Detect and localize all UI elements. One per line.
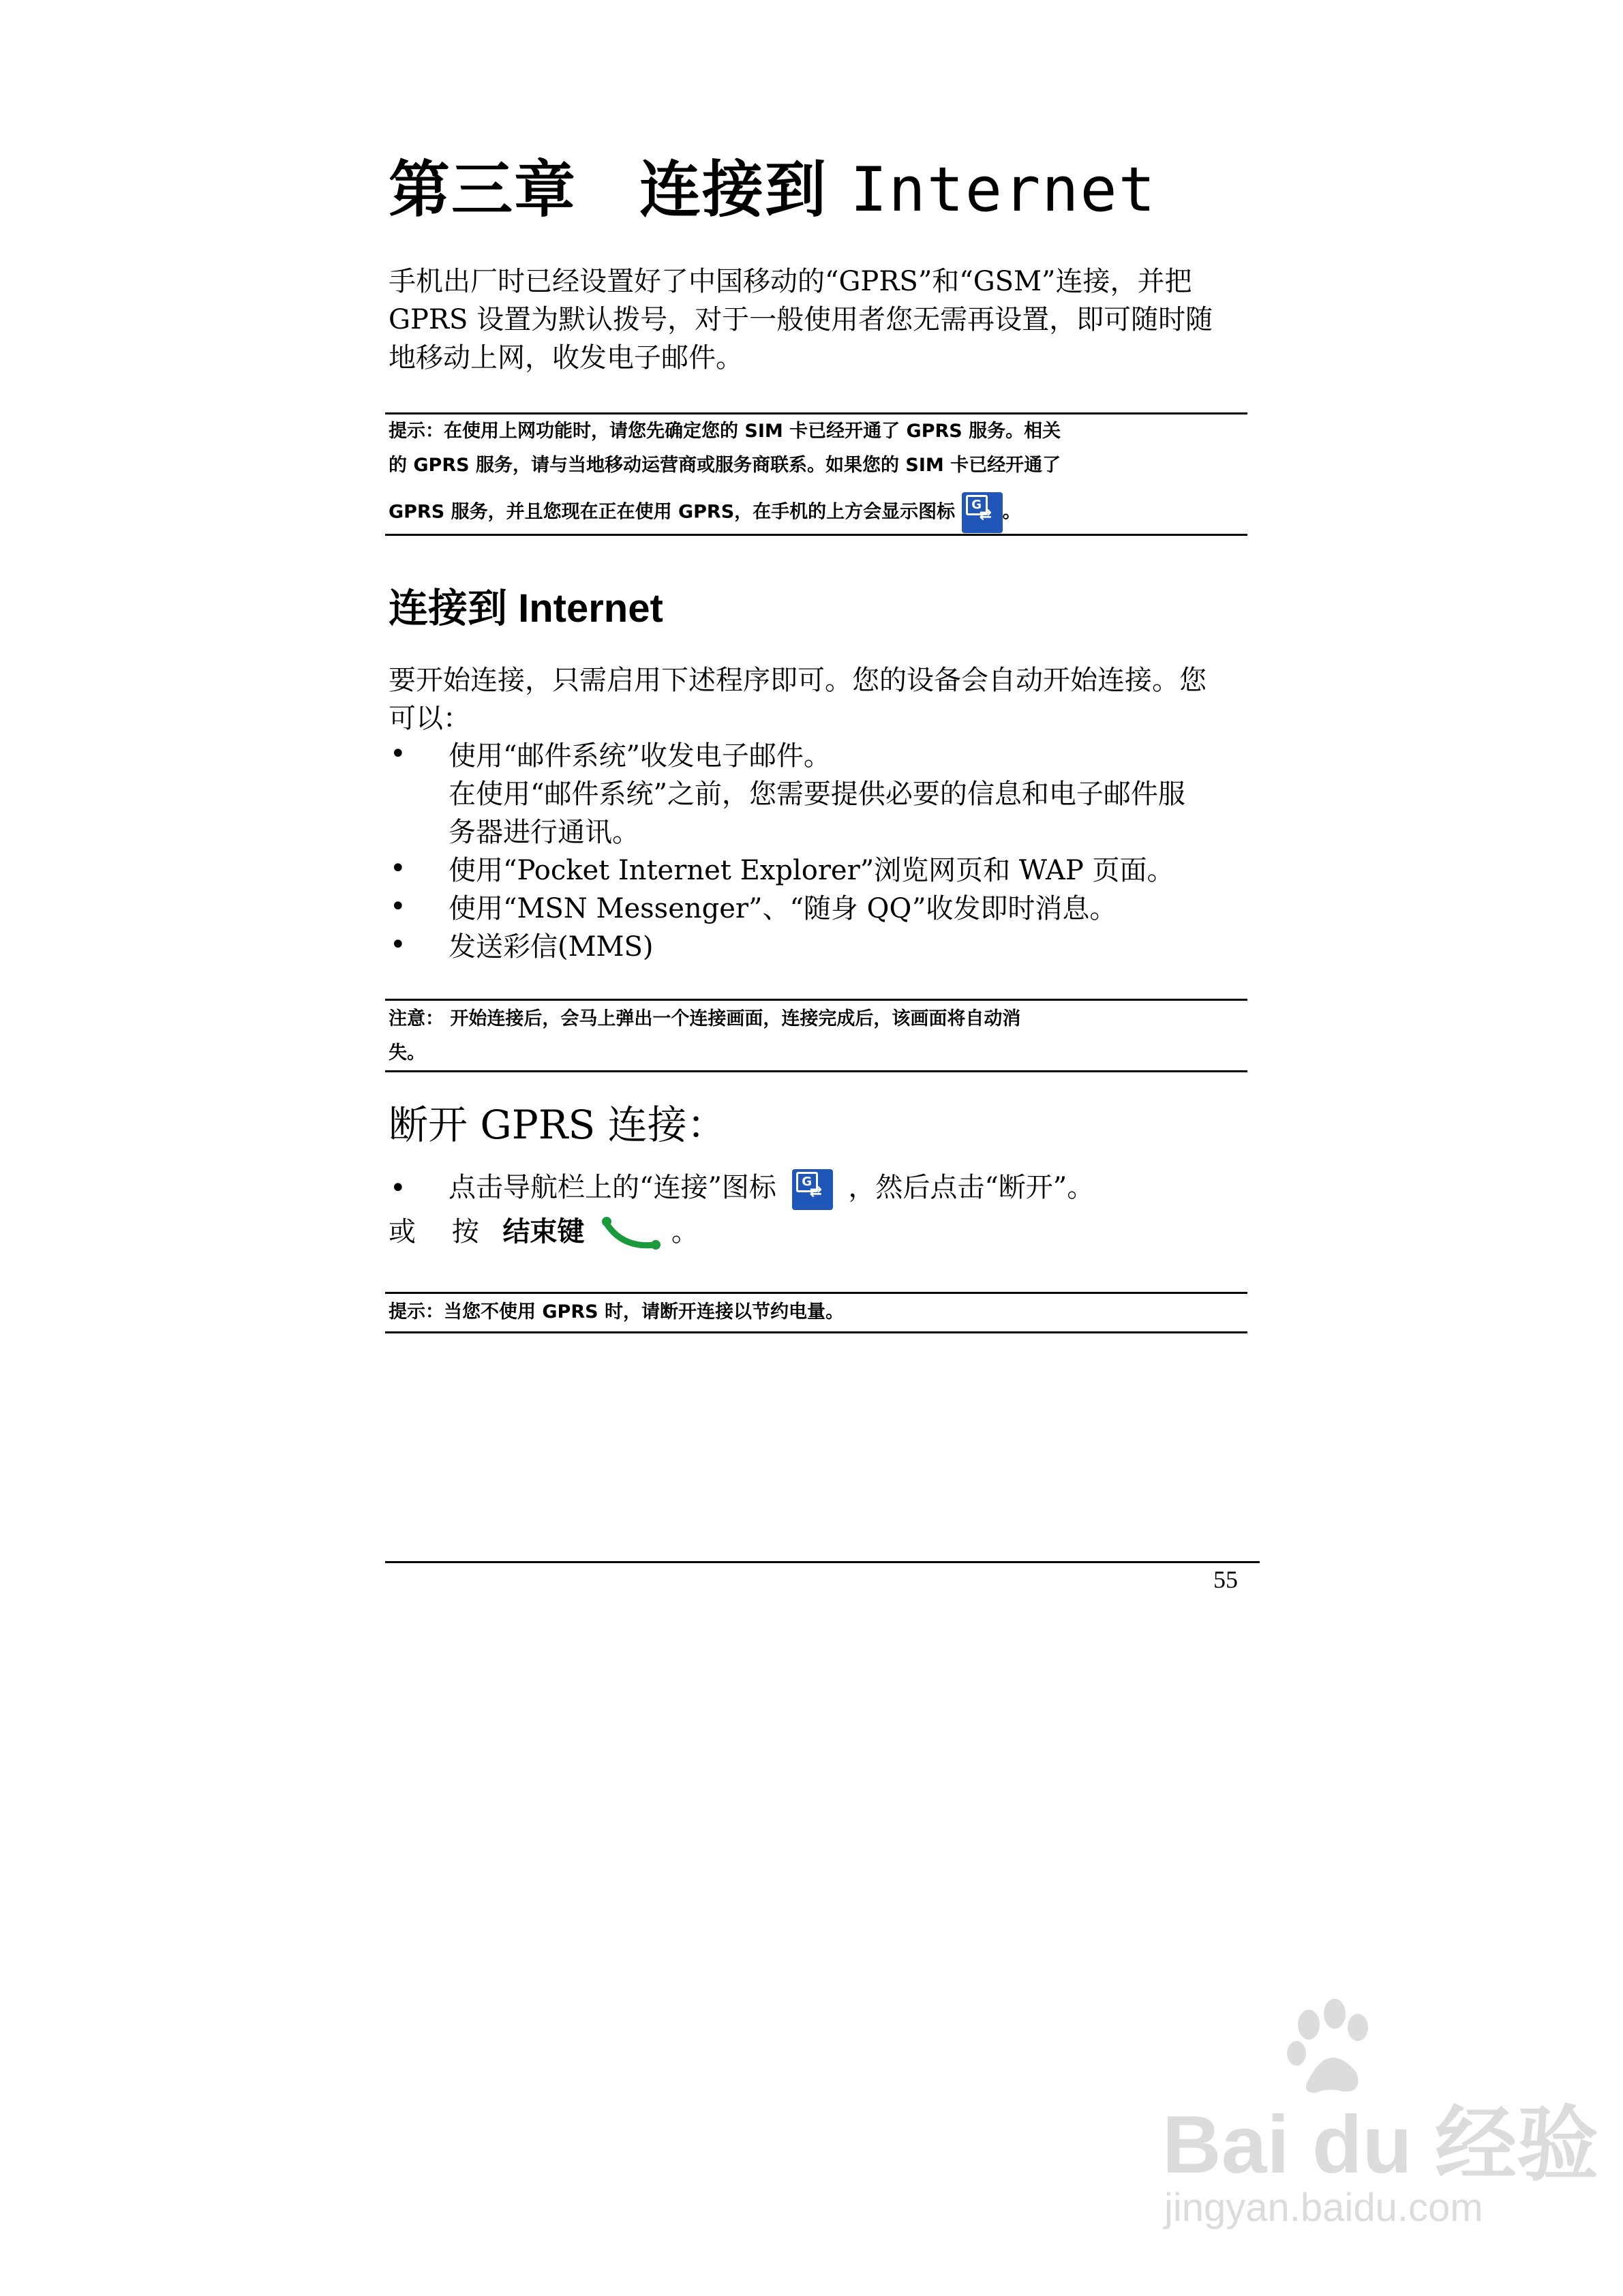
end-call-icon <box>601 1215 663 1253</box>
divider <box>385 1292 1247 1294</box>
bullet-icon: • <box>390 891 406 922</box>
section-heading-disconnect: 断开 GPRS 连接： <box>389 1102 727 1148</box>
connection-icon: G ⇄ <box>792 1169 833 1210</box>
list-item: 发送彩信(MMS) <box>449 931 654 963</box>
tip-box-1: 提示：在使用上网功能时，请您先确定您的 SIM 卡已经开通了 GPRS 服务。相关 的 GPRS 服务，请与当地移动运营商或服务商联系。如果您的 SIM 卡已经开通了 GPRS 服务，并且您现在正在使用 GPRS，在手机的上方会显示图标 G ⇄ 。 <box>389 414 1061 533</box>
watermark-brand: Bai du 经验 <box>1162 2099 1599 2190</box>
divider <box>385 999 1247 1001</box>
disconnect-alt-step: 或 按 结束键 。 <box>389 1210 699 1254</box>
page-number: 55 <box>1213 1566 1238 1593</box>
intro-line: GPRS 设置为默认拨号，对于一般使用者您无需再设置，即可随时随 <box>389 304 1213 335</box>
bullet-icon: • <box>390 738 406 770</box>
intro-line: 地移动上网，收发电子邮件。 <box>389 342 743 374</box>
watermark-url: jingyan.baidu.com <box>1164 2186 1483 2230</box>
tip-line: GPRS 服务，并且您现在正在使用 GPRS，在手机的上方会显示图标 <box>389 501 956 523</box>
bullet-icon: • <box>390 1173 406 1204</box>
disconnect-step: 点击导航栏上的“连接”图标 G ⇄ ，然后点击“断开”。 <box>449 1166 1094 1210</box>
divider <box>385 1331 1247 1333</box>
list-item: 使用“邮件系统”收发电子邮件。 在使用“邮件系统”之前，您需要提供必要的信息和电子邮件服 务器进行通讯。 <box>449 740 1185 848</box>
tip-line: 提示：在使用上网功能时，请您先确定您的 SIM 卡已经开通了 GPRS 服务。相关 <box>389 421 1061 442</box>
tip-box-2: 提示：当您不使用 GPRS 时，请断开连接以节约电量。 <box>389 1301 844 1323</box>
intro-line: 手机出厂时已经设置好了中国移动的“GPRS”和“GSM”连接，并把 <box>389 266 1192 297</box>
bullet-icon: • <box>390 929 406 961</box>
chapter-title-cn: 第三章 连接到 <box>389 154 828 226</box>
gprs-connection-icon: G ⇄ <box>962 492 1003 533</box>
section1-intro: 要开始连接，只需启用下述程序即可。您的设备会自动开始连接。您 可以： <box>389 665 1207 734</box>
bullet-icon: • <box>390 853 406 884</box>
section-heading-connect: 连接到 Internet <box>389 586 663 631</box>
intro-paragraph <box>389 262 1213 377</box>
divider <box>385 534 1247 536</box>
chapter-title-en: Internet <box>850 154 1157 226</box>
chapter-title <box>389 140 1157 228</box>
list-item: 使用“Pocket Internet Explorer”浏览网页和 WAP 页面。 <box>449 855 1174 886</box>
divider <box>385 1070 1247 1072</box>
footer-rule <box>385 1561 1260 1563</box>
note-box: 注意： 开始连接后，会马上弹出一个连接画面，连接完成后，该画面将自动消 失。 <box>389 1008 1021 1063</box>
end-key-label: 结束键 <box>502 1216 585 1248</box>
tip-line: 的 GPRS 服务，请与当地移动运营商或服务商联系。如果您的 SIM 卡已经开通了 <box>389 455 1061 476</box>
list-item: 使用“MSN Messenger”、“随身 QQ”收发即时消息。 <box>449 893 1117 924</box>
